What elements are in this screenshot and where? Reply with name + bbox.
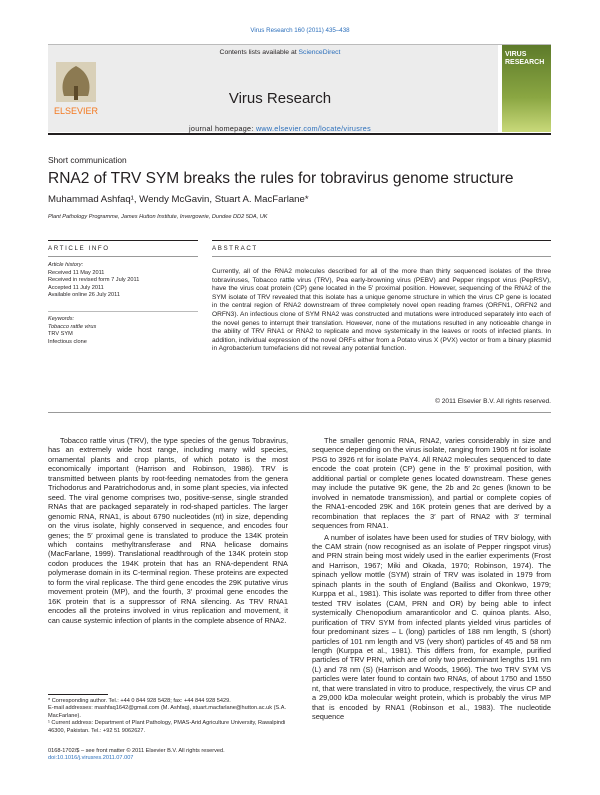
cover-title: VIRUS RESEARCH	[505, 51, 545, 66]
elsevier-logo	[50, 58, 102, 120]
body-paragraph: Tobacco rattle virus (TRV), the type species of the genus Tobravirus, has an extremely wide host range, including many wild species, ornamental plants and crop plants, of which potato is the most economically important (Harrison and Robinson, 1986). TRV is transmitted between plants by root-feeding nematodes from the genera Trichodorus and Paratrichodorus and, in some plant species, via infected seed. The viral genome comprises two, positive-sense, single stranded RNAs that are packaged separately in rod-shaped particles. The larger genomic RNA, RNA1, is about 6790 nucleotides (nt) in size, depending on the virus isolate, highly conserved in sequence, and encodes four genes; the 5′ proximal gene is translated to produce the 134K protein which contains methyltransferase and RNA helicase domains (MacFarlane, 1999). Translational readthrough of the 134K protein stop codon produces the 194K protein that has an RNA-dependent RNA polymerase domain in its C-terminal region. These proteins are expected to form the viral replicase. The third gene encodes the 29K putative virus movement protein (MP), and the fourth, 3′ proximal gene encodes the 16K protein that is a suppressor of RNA silencing. As TRV RNA1 encodes all the proteins involved in virus replication and movement, it can cause systemic infection of plants in the complete absence of RNA2.	[48, 436, 288, 625]
body-right-column	[312, 436, 551, 724]
journal-homepage: journal homepage: www.elsevier.com/locate/virusres	[189, 124, 371, 133]
history-online: Available online 26 July 2011	[48, 292, 120, 299]
footnote-current-address: ¹ Current address: Department of Plant Pathology, PMAS-Arid Agriculture University, Rawalpindi 46300, Pakistan. Tel.: +92 51 9062627.	[48, 720, 286, 734]
abstract-heading: ABSTRACT	[212, 245, 258, 252]
abstract-rule	[212, 256, 551, 257]
body-paragraph: The smaller genomic RNA, RNA2, varies considerably in size and sequence depending on the virus isolate, ranging from 1905 nt for isolate PSG to 3926 nt for isolate PaY4. All RNA2 molecules sequenced to date encode the coat protein (CP) gene in the 5′ proximal position, with additional partial or complete genes located downstream. These genes may include the putative 9K gene, the 2b and 2c genes (known to be involved in nematode transmission), and partial or complete copies of the RNA1-encoded 29K and 16K protein genes that are derived by a recombination that replaces the 3′ part of RNA2 with 3′ terminal sequences from RNA1.	[312, 436, 551, 531]
info-rule-top	[48, 240, 198, 241]
footnote-email: E-mail addresses: mashfaq1642@gmail.com (M. Ashfaq), stuart.macfarlane@hutton.ac.uk (S.A. MacFarlane).	[48, 705, 287, 719]
article-info-heading: ARTICLE INFO	[48, 245, 110, 252]
article-type: Short communication	[48, 155, 127, 165]
journal-citation: Virus Research 160 (2011) 435–438	[250, 27, 350, 34]
abstract-text: Currently, all of the RNA2 molecules described for all of the more than thirty sequenced isolates of the three tobraviruses, Tobacco rattle virus (TRV), Pea early-browning virus (PEBV) and Pepper ringspot virus (PepRSV), have the virus coat protein (CP) gene located in the 5′ proximal position. However, sequencing of the RNA2 of the SYM isolate of TRV revealed that this isolate has a unique genome structure in which the virus CP gene is located in the central region of RNA2 downstream of three completely novel open reading frames (ORFN1, ORFN2 and ORFN3). An infectious clone of SYM RNA2 was constructed and mutations were introduced separately into each of the novel genes to interrupt their translation. However, none of the mutations resulted in any noticeable change in the ability of TRV RNA1 or RNA2 to replicate and move systemically in the leaves or roots of infected plants. In addition, individual expression of the novel ORFs either from a Potato virus X (PVX) vector or from a binary plasmid in Agrobacterium tumefaciens did not reveal any potential function.	[212, 268, 551, 353]
info-rule	[48, 256, 198, 257]
abstract-copyright: © 2011 Elsevier B.V. All rights reserved.	[435, 398, 551, 405]
keywords: Keywords: Tobacco rattle virus TRV SYM Infectious clone	[48, 316, 198, 346]
journal-cover-image	[502, 45, 551, 132]
footnote-rule	[48, 694, 108, 695]
doi-link[interactable]: doi:10.1016/j.virusres.2011.07.007	[48, 755, 134, 762]
journal-name: Virus Research	[228, 90, 332, 107]
abstract-bottom-rule	[48, 412, 551, 413]
body-left-column	[48, 436, 288, 627]
keyword-item: Tobacco rattle virus	[48, 323, 97, 330]
body-paragraph: A number of isolates have been used for studies of TRV biology, with the CAM strain (now recognised as an isolate of Pepper ringspot virus) and PRN strain being most widely used in the earlier experiments (Frost and Harrison, 1967; Miki and Okada, 1970; Robinson, 1974). The spinach yellow mottle (SYM) strain of TRV was isolated in 1979 from spinach plants in the south of England (Bailiss and Okonkwo, 1979; Kurppa et al., 1981). This isolate was reported to differ from three other tested TRV isolates (CAM, PRN and OR) by being able to infect systemically Chenopodium amaranticolor and C. quinoa plants. Also, purification of TRV SYM from infected plants yielded virus particles of four predominant sizes – L (long) particles of 188 nm length, S (short) particles of 101 nm length and VS (very short) particles of 45 and 58 nm length (Kurppa et al., 1981). This differs from, for example, purified particles of TRV PRN, which are of only two predominant lengths 191 nm (L) and 78 nm (S) (Harrison and Woods, 1966). The two TRV SYM VS particles were later found to contain two RNAs, of about 1750 and 1550 nt, that were translated in vitro to produce, respectively, the virus CP and a 29,000 kDa molecular weight protein, which is probably the virus MP that is encoded by RNA1 (Robinson et al., 1983). The nucleotide sequence	[312, 532, 551, 722]
contents-available: Contents lists available at ScienceDirect	[219, 49, 341, 56]
history-revised: Received in revised form 7 July 2011	[48, 277, 140, 284]
history-accepted: Accepted 11 July 2011	[48, 284, 104, 291]
footnote-corresponding: * Corresponding author. Tel.: +44 0 844 928 5428; fax: +44 844 928 5429.	[48, 698, 231, 704]
sciencedirect-link[interactable]: ScienceDirect	[298, 49, 341, 56]
article-history: Article history: Received 11 May 2011 Received in revised form 7 July 2011 Accepted 11 July 2011 Available online 26 July 2011	[48, 262, 198, 300]
abstract-rule-top	[212, 240, 551, 241]
history-received: Received 11 May 2011	[48, 269, 105, 276]
issn-line: 0168-1702/$ – see front matter © 2011 Elsevier B.V. All rights reserved.	[48, 748, 225, 754]
front-matter	[48, 748, 288, 763]
author-affiliation: Plant Pathology Programme, James Hutton Institute, Invergowrie, Dundee DD2 5DA, UK	[48, 214, 268, 220]
keywords-divider	[48, 311, 198, 312]
journal-homepage-link[interactable]: www.elsevier.com/locate/virusres	[255, 124, 371, 133]
keyword-item: Infectious clone	[48, 338, 87, 345]
keyword-item: TRV SYM	[48, 331, 73, 338]
article-authors: Muhammad Ashfaq¹, Wendy McGavin, Stuart A. MacFarlane*	[48, 194, 309, 205]
article-title: RNA2 of TRV SYM breaks the rules for tobravirus genome structure	[48, 170, 514, 187]
publisher-name: ELSEVIER	[53, 106, 99, 116]
header-bottom-rule	[48, 133, 551, 135]
footnotes	[48, 698, 288, 735]
journal-header-banner	[48, 45, 498, 132]
